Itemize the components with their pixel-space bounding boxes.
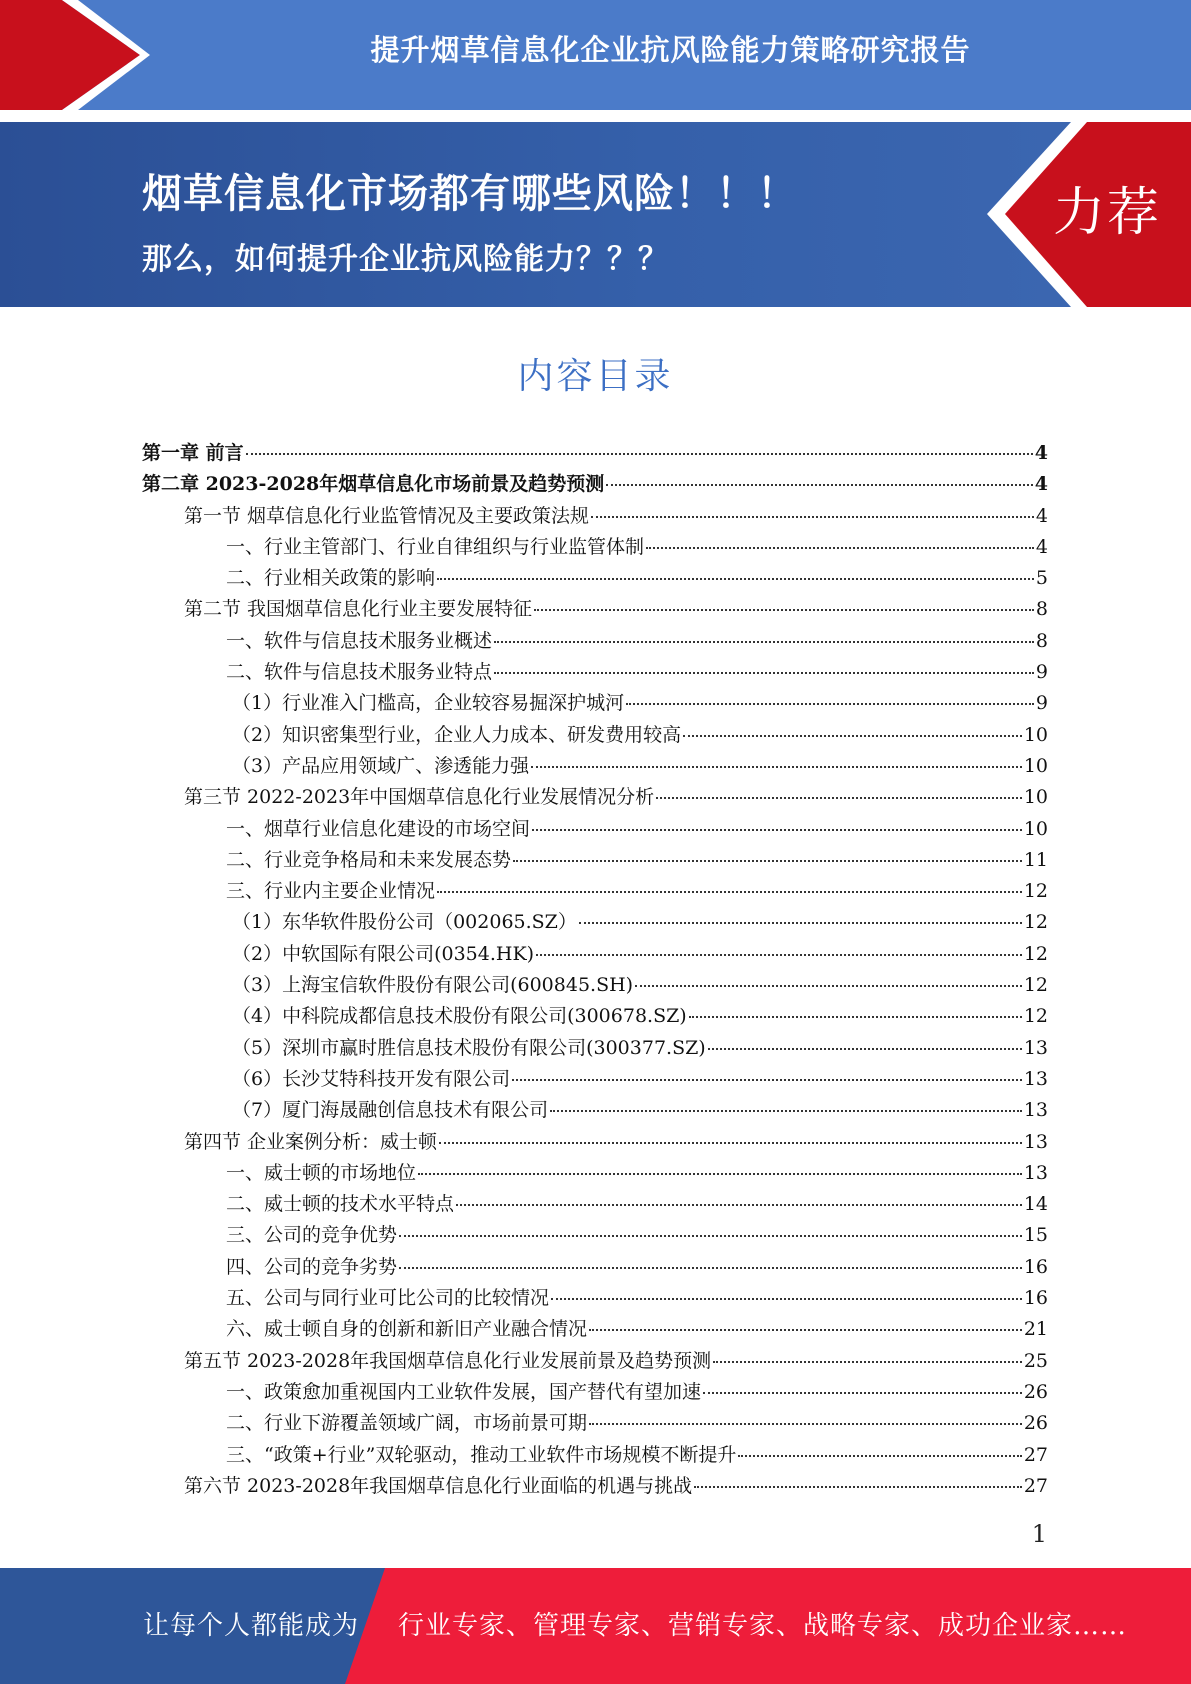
toc-dot-leader [494,672,1034,674]
toc-entry-page: 25 [1023,1349,1048,1372]
toc-entry[interactable] [142,1283,1048,1314]
toc-entry[interactable] [142,469,1048,500]
toc-entry[interactable] [142,657,1048,688]
toc-dot-leader [606,484,1033,486]
toc-entry-page: 10 [1023,817,1048,840]
toc-entry[interactable] [142,563,1048,594]
toc-entry[interactable] [142,1220,1048,1251]
toc-entry-text: 第一节 烟草信息化行业监管情况及主要政策法规 [184,504,590,527]
toc-entry[interactable] [142,1440,1048,1471]
toc-entry-text: 一、威士顿的市场地位 [226,1161,417,1184]
toc-entry-text: 二、软件与信息技术服务业特点 [226,661,493,684]
toc-dot-leader [713,1361,1022,1363]
toc-dot-leader [534,609,1034,611]
toc-entry[interactable] [142,1252,1048,1283]
toc-entry-page: 26 [1023,1380,1048,1403]
toc-entry[interactable] [142,594,1048,625]
toc-entry-page: 12 [1023,1005,1048,1028]
footer-slogan-left: 让每个人都能成为 [143,1611,360,1641]
red-chevron-decoration [0,0,150,110]
toc-entry-page: 4 [1035,535,1048,558]
toc-entry[interactable] [142,1158,1048,1189]
toc-entry[interactable] [142,782,1048,813]
toc-dot-leader [439,1142,1022,1144]
footer-band [0,1568,1191,1684]
toc-dot-leader [635,985,1022,987]
toc-dot-leader [589,1423,1022,1425]
toc-dot-leader [626,703,1034,705]
toc-entry-page: 4 [1034,442,1048,464]
toc-dot-leader [418,1173,1022,1175]
table-of-contents [142,438,1048,1502]
toc-dot-leader [683,735,1022,737]
toc-entry-page: 12 [1023,911,1048,934]
toc-entry-page: 13 [1023,1130,1048,1153]
toc-dot-leader [646,547,1034,549]
toc-dot-leader [689,1016,1022,1018]
toc-dot-leader [591,516,1034,518]
toc-entry-page: 21 [1023,1318,1048,1341]
toc-entry-page: 8 [1035,629,1048,652]
toc-entry-page: 10 [1023,786,1048,809]
toc-entry[interactable] [142,1346,1048,1377]
toc-title: 内容目录 [517,356,674,397]
toc-entry-page: 10 [1023,754,1048,777]
toc-entry-text: 三、行业内主要企业情况 [226,880,436,903]
toc-entry-text: 第一章 前言 [142,442,244,464]
toc-entry-page: 26 [1023,1412,1048,1435]
toc-entry-text: 第二章 2023-2028年烟草信息化市场前景及趋势预测 [142,473,605,496]
toc-dot-leader [551,1298,1022,1300]
toc-entry-text: 一、行业主管部门、行业自律组织与行业监管体制 [226,535,645,558]
toc-entry[interactable] [142,939,1048,970]
toc-entry[interactable] [142,1001,1048,1032]
toc-entry-page: 13 [1023,1161,1048,1184]
toc-entry-page: 5 [1035,567,1048,590]
toc-entry[interactable] [142,1064,1048,1095]
toc-entry-page: 4 [1034,473,1048,496]
toc-entry[interactable] [142,720,1048,751]
toc-dot-leader [579,922,1022,924]
toc-entry[interactable] [142,501,1048,532]
toc-entry-text: 一、烟草行业信息化建设的市场空间 [226,817,531,840]
toc-entry-text: （7）厦门海晟融创信息技术有限公司 [232,1099,549,1122]
toc-entry-text: 二、威士顿的技术水平特点 [226,1193,455,1216]
toc-dot-leader [494,641,1034,643]
toc-dot-leader [550,1110,1022,1112]
toc-entry[interactable] [142,1189,1048,1220]
toc-entry-text: 六、威士顿自身的创新和新旧产业融合情况 [226,1318,588,1341]
toc-entry[interactable] [142,626,1048,657]
toc-entry[interactable] [142,907,1048,938]
hero-banner [0,122,1191,307]
toc-dot-leader [532,829,1022,831]
toc-entry-text: 第六节 2023-2028年我国烟草信息化行业面临的机遇与挑战 [184,1474,693,1497]
toc-dot-leader [399,1267,1022,1269]
toc-entry[interactable] [142,532,1048,563]
toc-entry-page: 9 [1035,661,1048,684]
toc-entry[interactable] [142,1377,1048,1408]
toc-entry[interactable] [142,1408,1048,1439]
toc-entry-page: 10 [1023,723,1048,746]
toc-entry[interactable] [142,845,1048,876]
toc-entry-page: 16 [1023,1255,1048,1278]
toc-entry[interactable] [142,688,1048,719]
toc-entry-text: 第二节 我国烟草信息化行业主要发展特征 [184,598,533,621]
toc-entry[interactable] [142,438,1048,469]
toc-entry-page: 8 [1035,598,1048,621]
recommend-badge: 力荐 [1052,183,1161,243]
toc-dot-leader [399,1235,1022,1237]
toc-dot-leader [512,1079,1022,1081]
toc-dot-leader [456,1204,1022,1206]
toc-entry[interactable] [142,814,1048,845]
toc-entry-page: 13 [1023,1099,1048,1122]
toc-entry[interactable] [142,1095,1048,1126]
toc-entry[interactable] [142,1127,1048,1158]
toc-entry-page: 16 [1023,1287,1048,1310]
toc-dot-leader [694,1486,1022,1488]
toc-entry-text: （1）东华软件股份公司（002065.SZ） [232,911,577,934]
report-title: 提升烟草信息化企业抗风险能力策略研究报告 [370,33,971,67]
toc-entry[interactable] [142,1471,1048,1502]
toc-entry-text: （4）中科院成都信息技术股份有限公司(300678.SZ) [232,1005,687,1028]
toc-entry-text: 四、公司的竞争劣势 [226,1255,398,1278]
toc-entry-page: 15 [1023,1224,1048,1247]
page-number: 1 [1031,1520,1047,1548]
toc-entry-page: 12 [1023,974,1048,997]
toc-entry-text: （2）知识密集型行业，企业人力成本、研发费用较高 [232,723,682,746]
toc-entry-text: 三、“政策+行业”双轮驱动，推动工业软件市场规模不断提升 [226,1443,737,1466]
toc-entry-text: 第四节 企业案例分析：威士顿 [184,1130,438,1153]
toc-dot-leader [437,578,1034,580]
toc-dot-leader [246,453,1033,455]
toc-entry-text: （3）上海宝信软件股份有限公司(600845.SH) [232,974,634,997]
toc-entry-text: 二、行业竞争格局和未来发展态势 [226,848,512,871]
toc-entry-page: 27 [1023,1443,1048,1466]
toc-entry[interactable] [142,970,1048,1001]
toc-entry-text: 第三节 2022-2023年中国烟草信息化行业发展情况分析 [184,786,655,809]
hero-headline: 烟草信息化市场都有哪些风险！！！ [142,171,798,217]
toc-entry-page: 12 [1023,880,1048,903]
toc-entry-text: 第五节 2023-2028年我国烟草信息化行业发展前景及趋势预测 [184,1349,712,1372]
toc-entry[interactable] [142,1314,1048,1345]
toc-entry-page: 9 [1035,692,1048,715]
toc-entry[interactable] [142,751,1048,782]
toc-entry[interactable] [142,1033,1048,1064]
footer-slogan-right: 行业专家、管理专家、营销专家、战略专家、成功企业家…… [398,1611,1128,1641]
toc-entry-text: （6）长沙艾特科技开发有限公司 [232,1067,511,1090]
toc-dot-leader [708,1048,1022,1050]
toc-entry[interactable] [142,876,1048,907]
toc-entry-text: （3）产品应用领域广、渗透能力强 [232,754,530,777]
toc-dot-leader [536,954,1022,956]
hero-subheadline: 那么，如何提升企业抗风险能力？？？ [142,242,669,277]
toc-entry-text: （5）深圳市赢时胜信息技术股份有限公司(300377.SZ) [232,1036,706,1059]
toc-dot-leader [513,860,1022,862]
toc-entry-page: 13 [1023,1067,1048,1090]
toc-entry-text: （2）中软国际有限公司(0354.HK) [232,942,535,965]
toc-dot-leader [437,891,1022,893]
toc-entry-page: 27 [1023,1474,1048,1497]
toc-dot-leader [738,1455,1021,1457]
toc-entry-text: 一、软件与信息技术服务业概述 [226,629,493,652]
toc-entry-text: 二、行业下游覆盖领域广阔，市场前景可期 [226,1412,588,1435]
toc-dot-leader [656,797,1022,799]
toc-entry-page: 12 [1023,942,1048,965]
toc-entry-text: 二、行业相关政策的影响 [226,567,436,590]
toc-dot-leader [531,766,1022,768]
toc-dot-leader [589,1329,1022,1331]
toc-entry-page: 4 [1035,504,1048,527]
toc-entry-text: 三、公司的竞争优势 [226,1224,398,1247]
toc-entry-text: （1）行业准入门槛高，企业较容易掘深护城河 [232,692,625,715]
toc-entry-text: 一、政策愈加重视国内工业软件发展，国产替代有望加速 [226,1380,702,1403]
toc-entry-page: 11 [1023,848,1048,871]
toc-dot-leader [703,1392,1022,1394]
toc-entry-page: 13 [1023,1036,1048,1059]
toc-entry-text: 五、公司与同行业可比公司的比较情况 [226,1287,550,1310]
toc-entry-page: 14 [1023,1193,1048,1216]
header-band [0,0,1191,110]
